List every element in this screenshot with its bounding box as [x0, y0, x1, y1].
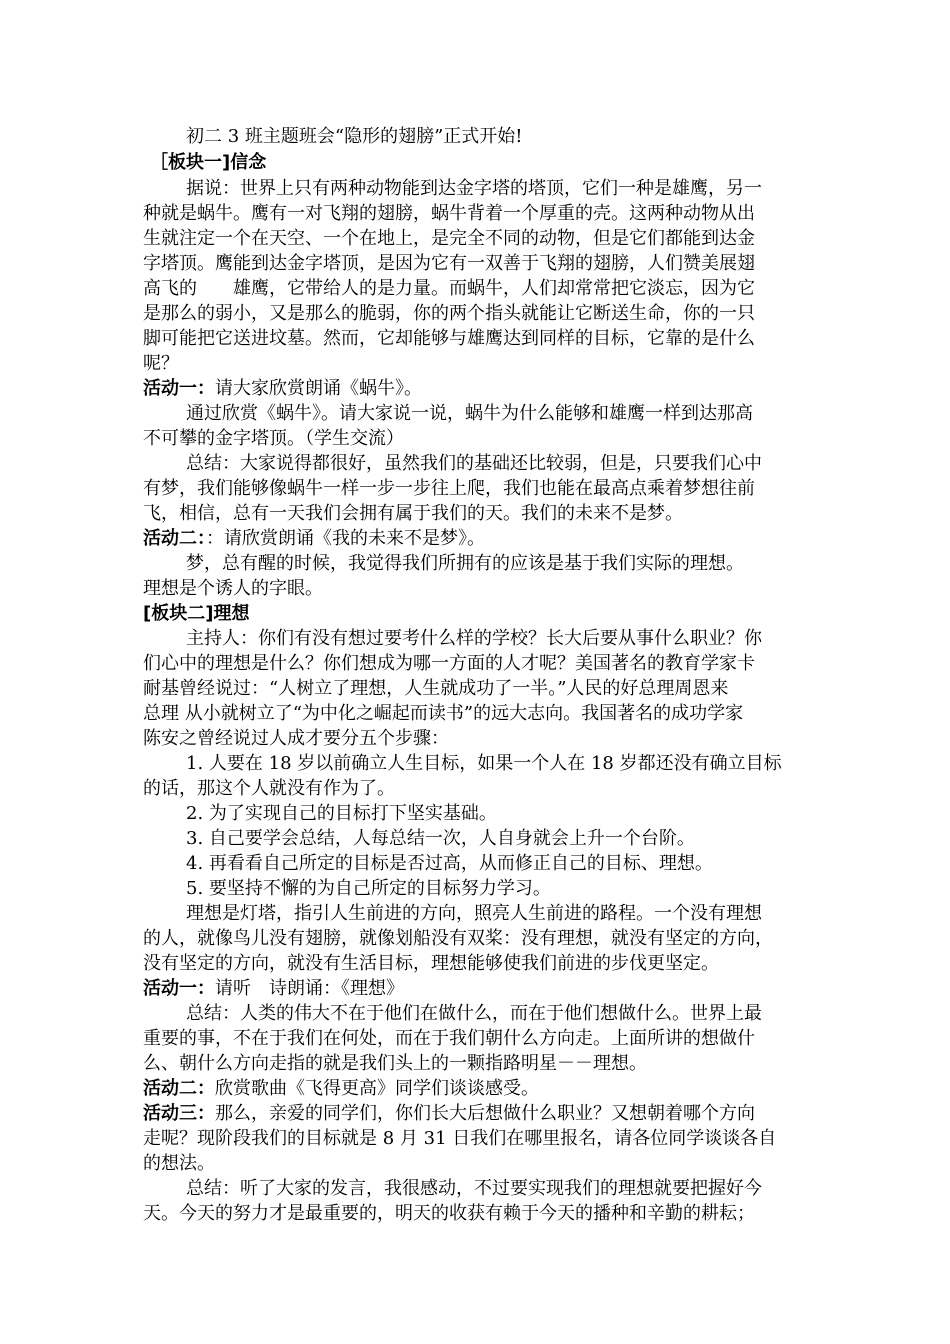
paragraph-line: 总结：听了大家的发言，我很感动，不过要实现我们的理想就要把握好今 [186, 1178, 762, 1199]
activity-label: 活动二： [143, 1078, 215, 1099]
paragraph-line: 没有坚定的方向，就没有生活目标，理想能够使我们前进的步伐更坚定。 [143, 953, 719, 974]
list-item: 5. 要坚持不懈的为自己所定的目标努力学习。 [186, 878, 551, 899]
paragraph-line: 飞，相信，总有一天我们会拥有属于我们的天。我们的未来不是梦。 [143, 503, 683, 524]
paragraph-line: 耐基曾经说过：“人树立了理想，人生就成功了一半。”人民的好总理周恩来 [143, 678, 729, 699]
paragraph-line: 有梦，我们能够像蜗牛一样一步一步往上爬，我们也能在最高点乘着梦想往前 [143, 478, 755, 499]
paragraph-line: 不可攀的金字塔顶。（学生交流） [143, 428, 404, 449]
paragraph-line: 种就是蜗牛。鹰有一对飞翔的翅膀，蜗牛背着一个厚重的壳。这两种动物从出 [143, 203, 755, 224]
activity-label: 活动一： [143, 378, 215, 399]
paragraph-line: 总结：大家说得都很好，虽然我们的基础还比较弱，但是，只要我们心中 [186, 453, 762, 474]
s2-activity3 [143, 1101, 755, 1126]
paragraph-line: 总结：人类的伟大不在于他们在做什么，而在于他们想做什么。世界上最 [186, 1003, 762, 1024]
s2-activity1 [143, 976, 404, 1001]
paragraph-line: 梦，总有醒的时候，我觉得我们所拥有的应该是基于我们实际的理想。 [186, 553, 744, 574]
section2-heading: [板块二]理想 [143, 603, 250, 624]
activity-label: 活动二： [143, 528, 206, 549]
s2-activity2 [143, 1076, 539, 1101]
activity-label: 活动三： [143, 1103, 215, 1124]
activity-text: 那么，亲爱的同学们，你们长大后想做什么职业？又想朝着哪个方向 [215, 1103, 755, 1124]
list-item: 2. 为了实现自己的目标打下坚实基础。 [186, 803, 497, 824]
paragraph-line: 理想是个诱人的字眼。 [143, 578, 323, 599]
list-item: 4. 再看看自己所定的目标是否过高，从而修正自己的目标、理想。 [186, 853, 713, 874]
paragraph-line: 的人，就像鸟儿没有翅膀，就像划船没有双桨：没有理想，就没有坚定的方向， [143, 928, 773, 949]
paragraph-line: 主持人：你们有没有想过要考什么样的学校？长大后要从事什么职业？你 [186, 628, 762, 649]
paragraph-line: 重要的事，不在于我们在何处，而在于我们朝什么方向走。上面所讲的想做什 [143, 1028, 755, 1049]
paragraph-line: 据说：世界上只有两种动物能到达金字塔的塔顶，它们一种是雄鹰，另一 [186, 178, 762, 199]
activity-text: 请大家欣赏朗诵《蜗牛》。 [215, 378, 422, 399]
paragraph-line: 呢？ [143, 353, 179, 374]
paragraph-line: 生就注定一个在天空、一个在地上，是完全不同的动物，但是它们都能到达金 [143, 228, 755, 249]
paragraph-line: 陈安之曾经说过人成才要分五个步骤： [143, 728, 449, 749]
activity-text: ：请欣赏朗诵《我的未来不是梦》。 [206, 528, 485, 549]
opening-line: 初二 3 班主题班会“隐形的翅膀”正式开始! [186, 126, 523, 147]
s1-activity2 [143, 526, 485, 551]
s1-activity1 [143, 376, 422, 401]
paragraph-line: 高飞的 雄鹰，它带给人的是力量。而蜗牛，人们却常常把它淡忘，因为它 [143, 278, 755, 299]
paragraph-line: 脚可能把它送进坟墓。然而，它却能够与雄鹰达到同样的目标，它靠的是什么 [143, 328, 755, 349]
paragraph-line: 的想法。 [143, 1153, 215, 1174]
paragraph-line: 是那么的弱小，又是那么的脆弱，你的两个指头就能让它断送生命，你的一只 [143, 303, 755, 324]
paragraph-line: 字塔顶。鹰能到达金字塔顶，是因为它有一双善于飞翔的翅膀，人们赞美展翅 [143, 253, 755, 274]
paragraph-line: 总理 从小就树立了“为中化之崛起而读书”的远大志向。我国著名的成功学家 [143, 703, 744, 724]
paragraph-line: 走呢？现阶段我们的目标就是 8 月 31 日我们在哪里报名，请各位同学谈谈各自 [143, 1128, 777, 1149]
section1-heading: ［板块一]信念 [150, 152, 267, 173]
activity-text: 欣赏歌曲《飞得更高》同学们谈谈感受。 [215, 1078, 539, 1099]
activity-label: 活动一： [143, 978, 215, 999]
paragraph-line: 通过欣赏《蜗牛》。请大家说一说，蜗牛为什么能够和雄鹰一样到达那高 [186, 403, 753, 424]
list-item: 的话，那这个人就没有作为了。 [143, 778, 395, 799]
paragraph-line: 天。今天的努力才是最重要的，明天的收获有赖于今天的播种和辛勤的耕耘； [143, 1203, 755, 1224]
paragraph-line: 理想是灯塔，指引人生前进的方向，照亮人生前进的路程。一个没有理想 [186, 903, 762, 924]
paragraph-line: 们心中的理想是什么？你们想成为哪一方面的人才呢？美国著名的教育学家卡 [143, 653, 755, 674]
list-item: 3. 自己要学会总结，人每总结一次，人自身就会上升一个台阶。 [186, 828, 695, 849]
list-item: 1. 人要在 18 岁以前确立人生目标，如果一个人在 18 岁都还没有确立目标 [186, 753, 782, 774]
paragraph-line: 么、朝什么方向走指的就是我们头上的一颗指路明星－－理想。 [143, 1053, 647, 1074]
activity-text: 请听 诗朗诵：《理想》 [215, 978, 404, 999]
